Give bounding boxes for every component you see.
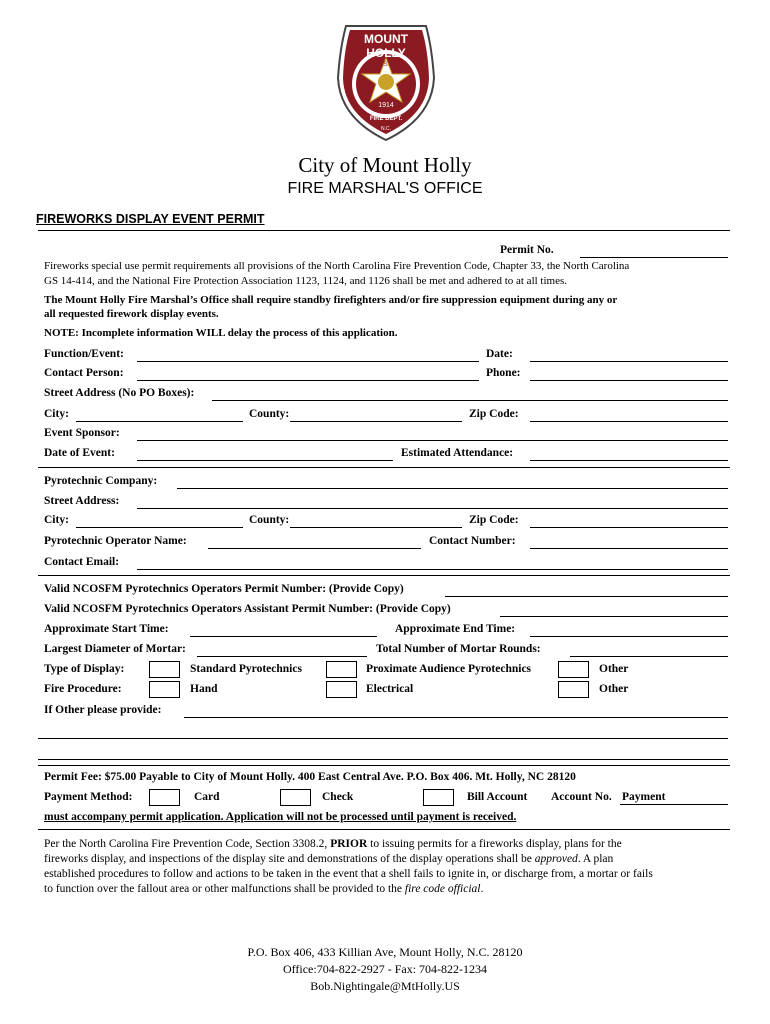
standby-text-2: all requested firework display events. bbox=[44, 308, 219, 320]
other-procedure-checkbox[interactable] bbox=[558, 681, 589, 698]
fire-dept-logo bbox=[334, 18, 438, 144]
pyro-company-field[interactable] bbox=[177, 488, 728, 489]
electrical-checkbox[interactable] bbox=[326, 681, 357, 698]
divider bbox=[38, 230, 730, 231]
date-field[interactable] bbox=[530, 361, 728, 362]
date-label: Date: bbox=[486, 348, 513, 360]
mortar-rounds-field[interactable] bbox=[570, 656, 728, 657]
standard-label: Standard Pyrotechnics bbox=[190, 663, 302, 675]
footer-phone-fax: Office:704-822-2927 - Fax: 704-822-1234 bbox=[282, 962, 488, 976]
contact-person-label: Contact Person: bbox=[44, 367, 124, 379]
prior-text: PRIOR bbox=[330, 838, 368, 850]
sponsor-label: Event Sponsor: bbox=[44, 427, 120, 439]
zip-field[interactable] bbox=[530, 421, 728, 422]
electrical-label: Electrical bbox=[366, 683, 414, 695]
city-title: City of Mount Holly bbox=[298, 153, 472, 177]
divider bbox=[38, 829, 730, 830]
code-text-line-1 bbox=[44, 838, 622, 850]
phone-field[interactable] bbox=[530, 380, 728, 381]
official-text: fire code official bbox=[404, 883, 481, 895]
other-display-label: Other bbox=[599, 663, 629, 675]
attendance-field[interactable] bbox=[530, 460, 728, 461]
type-of-display-label: Type of Display: bbox=[44, 663, 125, 675]
other-procedure-label: Other bbox=[599, 683, 629, 695]
pyro-county-label: County: bbox=[249, 514, 290, 526]
pyro-city-label: City: bbox=[44, 514, 69, 526]
logo-state: N.C. bbox=[381, 126, 391, 132]
form-title: FIREWORKS DISPLAY EVENT PERMIT bbox=[36, 212, 265, 226]
contact-email-label: Contact Email: bbox=[44, 556, 120, 568]
office-title: FIRE MARSHAL'S OFFICE bbox=[287, 180, 483, 197]
if-other-field-1[interactable] bbox=[184, 717, 728, 718]
end-time-label: Approximate End Time: bbox=[395, 623, 516, 635]
check-checkbox[interactable] bbox=[280, 789, 311, 806]
city-label: City: bbox=[44, 408, 69, 420]
assistant-permit-field[interactable] bbox=[500, 616, 728, 617]
permit-fee-text: Permit Fee: $75.00 Payable to City of Mount Holly. 400 East Central Ave. P.O. Box 406. Mt. Holly, NC 28120 bbox=[44, 771, 576, 783]
footer-address: P.O. Box 406, 433 Killian Ave, Mount Holly, N.C. 28120 bbox=[247, 945, 523, 959]
pyro-company-label: Pyrotechnic Company: bbox=[44, 475, 158, 487]
code-text-4a: to function over the fallout area or other malfunctions shall be provided to the bbox=[44, 883, 405, 895]
account-no-field[interactable] bbox=[620, 804, 728, 805]
start-time-label: Approximate Start Time: bbox=[44, 623, 169, 635]
zip-label: Zip Code: bbox=[469, 408, 519, 420]
operator-permit-label: Valid NCOSFM Pyrotechnics Operators Permit Number: (Provide Copy) bbox=[44, 583, 404, 595]
end-time-field[interactable] bbox=[530, 636, 728, 637]
footer-email[interactable]: Bob.Nightingale@MtHolly.US bbox=[310, 979, 460, 993]
phone-label: Phone: bbox=[486, 367, 521, 379]
payment-label: Payment bbox=[622, 791, 666, 803]
assistant-permit-label: Valid NCOSFM Pyrotechnics Operators Assistant Permit Number: (Provide Copy) bbox=[44, 603, 451, 615]
code-text-line-2 bbox=[44, 853, 613, 865]
mortar-diameter-label: Largest Diameter of Mortar: bbox=[44, 643, 186, 655]
pyro-street-label: Street Address: bbox=[44, 495, 120, 507]
bill-account-checkbox[interactable] bbox=[423, 789, 454, 806]
approved-text: approved bbox=[534, 853, 578, 865]
other-display-checkbox[interactable] bbox=[558, 661, 589, 678]
county-label: County: bbox=[249, 408, 290, 420]
proximate-label: Proximate Audience Pyrotechnics bbox=[366, 663, 532, 675]
permit-no-field[interactable] bbox=[580, 257, 728, 258]
mortar-rounds-label: Total Number of Mortar Rounds: bbox=[376, 643, 541, 655]
contact-number-field[interactable] bbox=[530, 548, 728, 549]
note-text: NOTE: Incomplete information WILL delay the process of this application. bbox=[44, 327, 398, 339]
sponsor-field[interactable] bbox=[137, 440, 728, 441]
operator-name-label: Pyrotechnic Operator Name: bbox=[44, 535, 187, 547]
code-text-2a: fireworks display, and inspections of the display site and demonstrations of the display operations shall be bbox=[44, 853, 535, 865]
account-no-label: Account No. bbox=[551, 791, 612, 803]
function-field[interactable] bbox=[137, 361, 479, 362]
pyro-street-field[interactable] bbox=[137, 508, 728, 509]
logo-bottom-text: FIRE DEPT. bbox=[369, 116, 403, 122]
if-other-label: If Other please provide: bbox=[44, 704, 162, 716]
contact-person-field[interactable] bbox=[137, 380, 479, 381]
fire-procedure-label: Fire Procedure: bbox=[44, 683, 122, 695]
if-other-field-3[interactable] bbox=[38, 759, 728, 760]
start-time-field[interactable] bbox=[190, 636, 377, 637]
date-of-event-field[interactable] bbox=[137, 460, 393, 461]
if-other-field-2[interactable] bbox=[38, 738, 728, 739]
code-text-2b: . A plan bbox=[577, 853, 614, 865]
standard-checkbox[interactable] bbox=[149, 661, 180, 678]
hand-checkbox[interactable] bbox=[149, 681, 180, 698]
pyro-zip-label: Zip Code: bbox=[469, 514, 519, 526]
operator-name-field[interactable] bbox=[208, 548, 421, 549]
operator-permit-field[interactable] bbox=[445, 596, 728, 597]
logo-year: 1914 bbox=[378, 102, 394, 109]
divider bbox=[38, 467, 730, 468]
mortar-diameter-field[interactable] bbox=[197, 656, 367, 657]
code-text-4b: . bbox=[480, 883, 484, 895]
requirements-text-1: Fireworks special use permit requirements all provisions of the North Carolina Fire Prevention Code, Chapter 33, the North Carolina bbox=[44, 260, 630, 272]
county-field[interactable] bbox=[290, 421, 462, 422]
requirements-text-2: GS 14-414, and the National Fire Protection Association 1123, 1124, and 1126 shall be met and adhered to at all times. bbox=[44, 275, 568, 287]
hand-label: Hand bbox=[190, 683, 218, 695]
logo-est: EST. bbox=[379, 62, 393, 68]
standby-text-1: The Mount Holly Fire Marshal’s Office shall require standby firefighters and/or fire suppression equipment during any or bbox=[44, 294, 618, 306]
card-label: Card bbox=[194, 791, 220, 803]
card-checkbox[interactable] bbox=[149, 789, 180, 806]
contact-number-label: Contact Number: bbox=[429, 535, 516, 547]
date-of-event-label: Date of Event: bbox=[44, 447, 115, 459]
street-address-label: Street Address (No PO Boxes): bbox=[44, 387, 195, 399]
divider bbox=[38, 575, 730, 576]
pyro-city-field[interactable] bbox=[76, 527, 243, 528]
attendance-label: Estimated Attendance: bbox=[401, 447, 514, 459]
code-text-1b: to issuing permits for a fireworks display, plans for the bbox=[367, 838, 622, 850]
divider bbox=[38, 765, 730, 766]
street-address-field[interactable] bbox=[212, 400, 728, 401]
code-text-1a: Per the North Carolina Fire Prevention Code, Section 3308.2, bbox=[44, 838, 331, 850]
check-label: Check bbox=[322, 791, 354, 803]
code-text-line-3: established procedures to follow and actions to be taken in the event that a shell fails to ignite in, or discharge from, a mortar or fails bbox=[44, 868, 653, 880]
accompany-text: must accompany permit application. Application will not be processed until payment is received. bbox=[44, 811, 517, 823]
permit-no-label: Permit No. bbox=[500, 244, 554, 256]
code-text-line-4 bbox=[44, 883, 483, 895]
city-field[interactable] bbox=[76, 421, 243, 422]
pyro-county-field[interactable] bbox=[290, 527, 462, 528]
logo-top-text: MOUNT HOLLY bbox=[364, 32, 408, 60]
bill-account-label: Bill Account bbox=[467, 791, 528, 803]
function-label: Function/Event: bbox=[44, 348, 124, 360]
payment-method-label: Payment Method: bbox=[44, 791, 133, 803]
proximate-checkbox[interactable] bbox=[326, 661, 357, 678]
contact-email-field[interactable] bbox=[137, 569, 728, 570]
pyro-zip-field[interactable] bbox=[530, 527, 728, 528]
